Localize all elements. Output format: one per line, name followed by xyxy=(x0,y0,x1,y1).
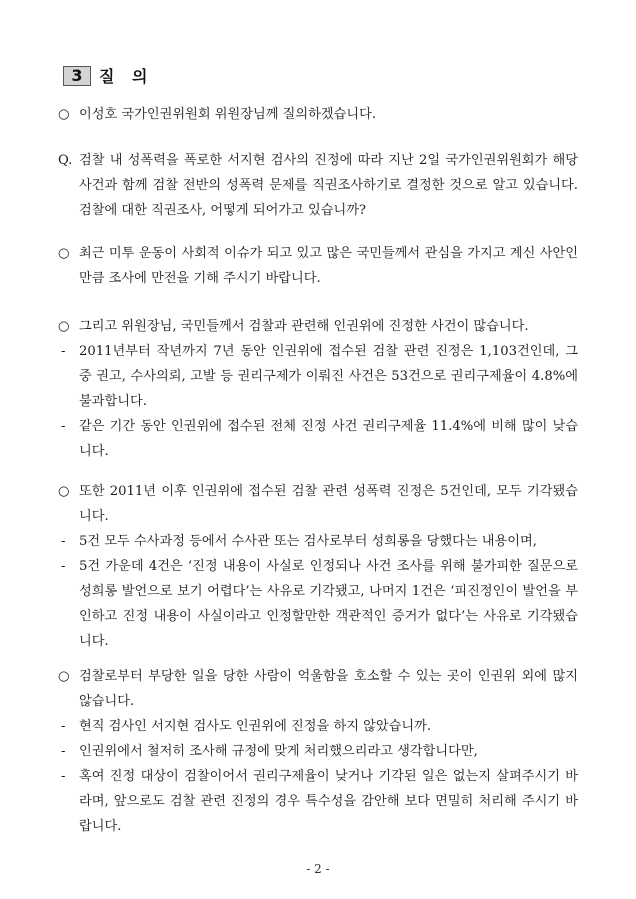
dash-bullet-icon: - xyxy=(61,419,66,434)
circle-bullet-icon: ○ xyxy=(58,484,70,499)
sub-list-item xyxy=(58,414,578,464)
circle-bullet-icon: ○ xyxy=(58,246,70,261)
dash-bullet-icon: - xyxy=(61,534,66,549)
page-number: - 2 - xyxy=(306,862,330,876)
list-item xyxy=(58,479,578,529)
paragraph-text: 검찰 내 성폭력을 폭로한 서지현 검사의 진정에 따라 지난 2일 국가인권위원회가 해당 사건과 함께 검찰 전반의 성폭력 문제를 직권조사하기로 결정한 것으로 알고 있습니다. 검찰에 대한 직권조사, 어떻게 되어가고 있습니까? xyxy=(79,153,578,218)
sub-item-text: 혹여 진정 대상이 검찰이어서 권리구제율이 낮거나 기각된 일은 없는지 살펴주시기 바라며, 앞으로도 검찰 관련 진정의 경우 특수성을 감안해 보다 면밀히 처리해 주시기 바랍니다. xyxy=(79,769,578,834)
dash-bullet-icon: - xyxy=(61,719,66,734)
dash-bullet-icon: - xyxy=(61,769,66,784)
list-item xyxy=(58,314,578,339)
paragraph-text: 검찰로부터 부당한 일을 당한 사람이 억울함을 호소할 수 있는 곳이 인권위 외에 많지 않습니다. xyxy=(79,669,578,709)
paragraph-petitions xyxy=(58,314,578,464)
dash-bullet-icon: - xyxy=(61,744,66,759)
circle-bullet-icon: ○ xyxy=(58,107,70,122)
paragraph-text: 이성호 국가인권위원회 위원장님께 질의하겠습니다. xyxy=(79,107,377,122)
list-item xyxy=(58,241,578,291)
sub-list-item xyxy=(58,714,578,739)
paragraph-text: 그리고 위원장님, 국민들께서 검찰과 관련해 인권위에 진정한 사건이 많습니다. xyxy=(79,319,529,334)
dash-bullet-icon: - xyxy=(61,559,66,574)
section-header xyxy=(63,64,153,87)
sub-item-text: 같은 기간 동안 인권위에 접수된 전체 진정 사건 권리구제율 11.4%에 비해 많이 낮습니다. xyxy=(79,419,578,459)
sub-item-text: 인권위에서 철저히 조사해 규정에 맞게 처리했으리라고 생각합니다만, xyxy=(79,744,478,759)
sub-list-item xyxy=(58,764,578,839)
sub-list-item xyxy=(58,739,578,764)
list-item xyxy=(58,102,578,127)
sub-list-item xyxy=(58,529,578,554)
paragraph-text: 최근 미투 운동이 사회적 이슈가 되고 있고 많은 국민들께서 관심을 가지고 계신 사안인 만큼 조사에 만전을 기해 주시기 바랍니다. xyxy=(79,246,578,286)
sub-item-text: 5건 모두 수사과정 등에서 수사관 또는 검사로부터 성희롱을 당했다는 내용이며, xyxy=(79,534,537,549)
sub-list-item xyxy=(58,339,578,414)
list-item xyxy=(58,664,578,714)
circle-bullet-icon: ○ xyxy=(58,319,70,334)
paragraph-text: 또한 2011년 이후 인권위에 접수된 검찰 관련 성폭력 진정은 5건인데, 모두 기각됐습니다. xyxy=(79,484,578,524)
section-number-box: 3 xyxy=(63,66,91,86)
paragraph-intro xyxy=(58,102,578,127)
sub-list-item xyxy=(58,554,578,654)
sub-item-text: 2011년부터 작년까지 7년 동안 인권위에 접수된 검찰 관련 진정은 1,103건인데, 그 중 권고, 수사의뢰, 고발 등 권리구제가 이뤄진 사건은 53건으로 권리구제율이 4.8%에 불과합니다. xyxy=(79,344,578,409)
list-item xyxy=(58,148,578,223)
question-marker: Q. xyxy=(58,153,73,168)
paragraph-question xyxy=(58,148,578,223)
paragraph-metoo xyxy=(58,241,578,291)
circle-bullet-icon: ○ xyxy=(58,669,70,684)
dash-bullet-icon: - xyxy=(61,344,66,359)
sub-item-text: 5건 가운데 4건은 ‘진정 내용이 사실로 인정되나 사건 조사를 위해 불가피한 질문으로 성희롱 발언으로 보기 어렵다’는 사유로 기각됐고, 나머지 1건은 ‘피진정인이 발언을 부인하고 진정 내용이 사실이라고 인정할만한 객관적인 증거가 없다’는 사유로 기각됐습니다. xyxy=(79,559,578,649)
section-title: 질 의 xyxy=(99,67,154,86)
paragraph-sexual-violence-cases xyxy=(58,479,578,654)
sub-item-text: 현직 검사인 서지현 검사도 인권위에 진정을 하지 않았습니까. xyxy=(79,719,432,734)
paragraph-request xyxy=(58,664,578,839)
